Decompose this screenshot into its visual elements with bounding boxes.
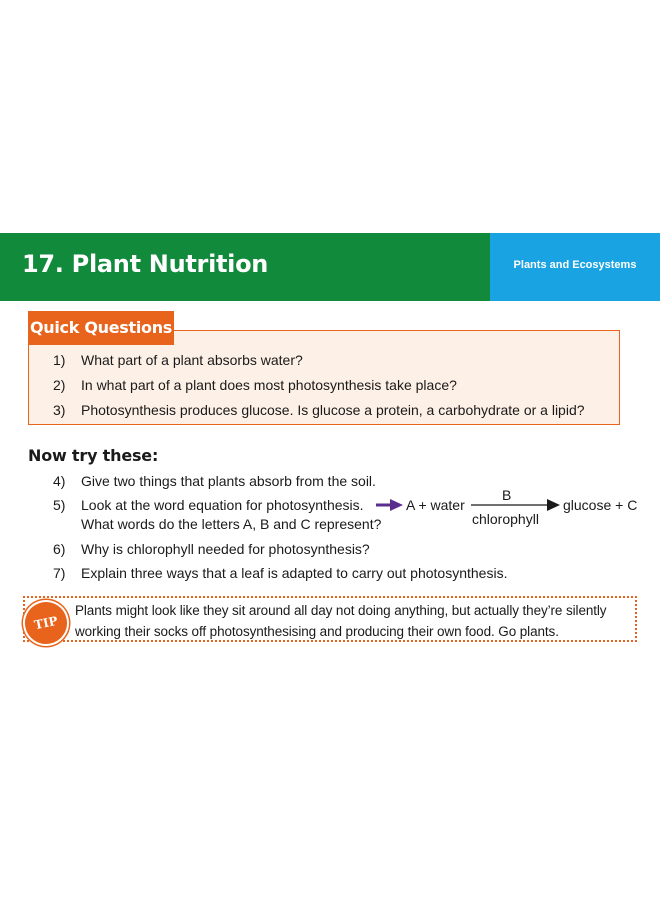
- tip-text-line-2: working their socks off photosynthesising and producing their own food. Go plants.: [75, 624, 559, 639]
- equation-catalyst: chlorophyll: [472, 511, 539, 527]
- page-header: [0, 233, 660, 301]
- question-text: Photosynthesis produces glucose. Is glucose a protein, a carbohydrate or a lipid?: [81, 402, 585, 418]
- question-number: 3): [53, 402, 66, 418]
- page-title: 17. Plant Nutrition: [22, 250, 269, 278]
- equation-reactants: A + water: [406, 497, 465, 513]
- question-text: In what part of a plant does most photosynthesis take place?: [81, 377, 457, 393]
- question-number: 5): [53, 497, 66, 513]
- now-try-heading: Now try these:: [28, 446, 159, 465]
- question-text: Explain three ways that a leaf is adapted to carry out photosynthesis.: [81, 565, 508, 581]
- reaction-arrow-head: [547, 499, 560, 511]
- question-number: 6): [53, 541, 66, 557]
- tip-badge-icon: TIP: [19, 596, 74, 651]
- header-section-band: [490, 233, 660, 301]
- question-number: 7): [53, 565, 66, 581]
- question-5-line-2: What words do the letters A, B and C represent?: [81, 516, 382, 532]
- equation-products: glucose + C: [563, 497, 638, 513]
- quick-questions-label: Quick Questions: [28, 311, 174, 345]
- section-name: Plants and Ecosystems: [513, 259, 637, 271]
- question-text: Give two things that plants absorb from the soil.: [81, 473, 376, 489]
- question-text: What part of a plant absorbs water?: [81, 352, 303, 368]
- question-number: 1): [53, 352, 66, 368]
- question-number: 4): [53, 473, 66, 489]
- question-text: Why is chlorophyll needed for photosynthesis?: [81, 541, 370, 557]
- question-text: Look at the word equation for photosynthesis.: [81, 497, 364, 513]
- tip-text-line-1: Plants might look like they sit around all day not doing anything, but actually they’re silently: [75, 603, 607, 618]
- question-number: 2): [53, 377, 66, 393]
- pointer-arrow-head: [390, 499, 403, 511]
- header-title-band: [0, 233, 490, 301]
- equation-label-b: B: [502, 487, 512, 503]
